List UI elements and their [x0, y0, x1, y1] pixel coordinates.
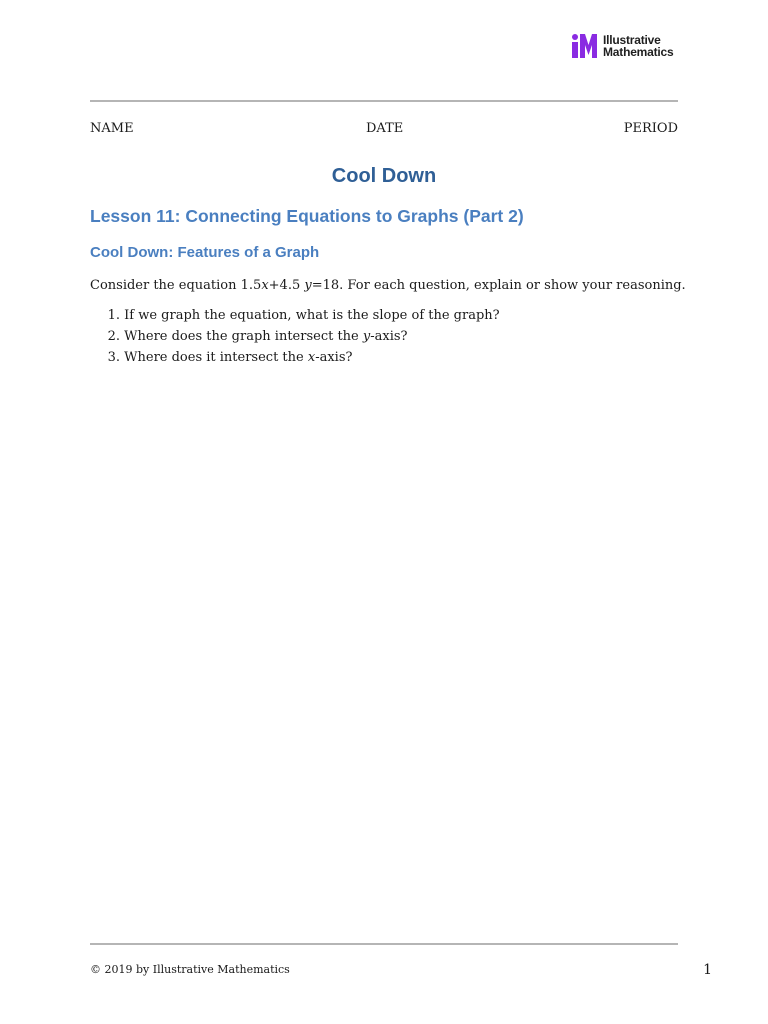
page-number: 1	[703, 962, 712, 978]
header-divider	[90, 100, 678, 102]
question-number: 3.	[107, 350, 120, 365]
copyright-notice: © 2019 by Illustrative Mathematics	[90, 963, 290, 976]
im-logo-mark-icon	[571, 33, 599, 59]
question-text: Where does the graph intersect the	[124, 329, 363, 344]
lesson-title: Lesson 11: Connecting Equations to Graphs (Part 2)	[90, 206, 524, 226]
question-list	[90, 308, 500, 371]
equation-rhs: =18	[311, 278, 340, 293]
list-item	[90, 350, 500, 371]
page-title: Cool Down	[331, 165, 437, 187]
prompt-tail: . For each question, explain or show your reasoning.	[339, 278, 686, 293]
question-variable: y	[362, 329, 371, 344]
logo-line-2: Mathematics	[603, 45, 674, 59]
section-title: Cool Down: Features of a Graph	[90, 244, 320, 261]
question-text-tail: -axis?	[370, 329, 408, 344]
prompt-lead: Consider the equation	[90, 278, 241, 293]
equation-var-x: x	[261, 278, 269, 293]
question-variable: x	[307, 350, 316, 365]
date-field-label: DATE	[366, 121, 404, 136]
question-text: If we graph the equation, what is the slope of the graph?	[124, 308, 500, 323]
logo-text	[603, 34, 674, 58]
illustrative-mathematics-logo	[571, 33, 674, 59]
equation-coef-x: 1.5	[240, 278, 262, 293]
list-item	[90, 329, 500, 350]
question-text: Where does it intersect the	[124, 350, 308, 365]
question-number: 1.	[107, 308, 120, 323]
list-item	[90, 308, 500, 329]
name-field-label: NAME	[90, 121, 134, 136]
footer-divider	[90, 943, 678, 945]
logo-line-1: Illustrative	[603, 33, 661, 47]
equation-plus: +4.5	[268, 278, 301, 293]
question-number: 2.	[107, 329, 120, 344]
period-field-label: PERIOD	[623, 121, 678, 136]
equation-var-y: y	[304, 278, 312, 293]
prompt-text	[90, 278, 686, 293]
question-text-tail: -axis?	[315, 350, 353, 365]
